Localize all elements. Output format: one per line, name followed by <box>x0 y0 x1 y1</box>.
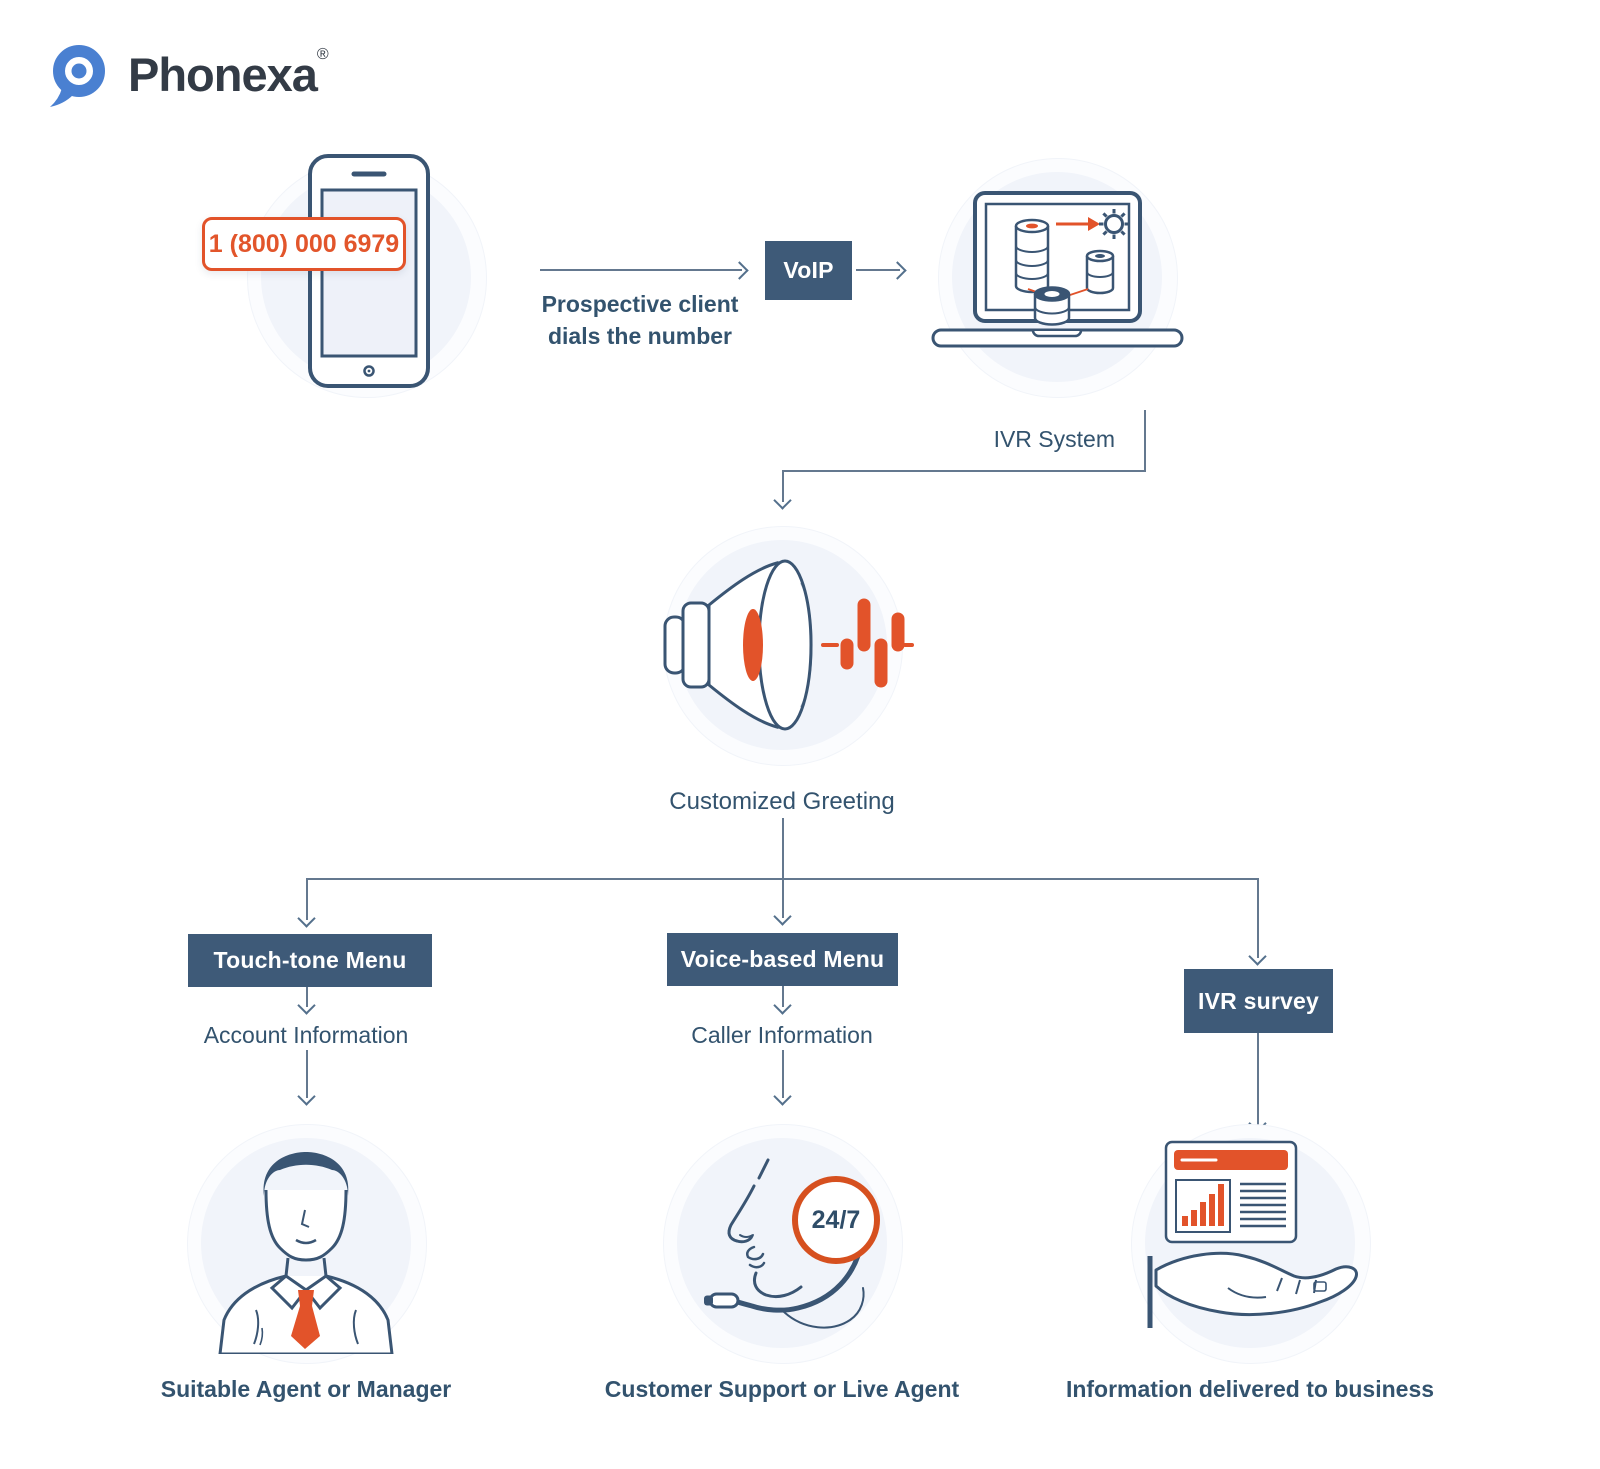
arrow-survey-to-report <box>1257 1033 1259 1125</box>
smartphone-icon <box>306 152 432 390</box>
arrowhead-voip-to-laptop <box>888 261 906 279</box>
arrowhead-branch-middle <box>773 907 791 925</box>
dial-step-label <box>490 288 790 352</box>
gear-icon <box>1099 209 1129 239</box>
caller-information-label: Caller Information <box>691 1022 873 1048</box>
dial-step-label-line2: dials the number <box>547 323 733 349</box>
ivr-survey-box: IVR survey <box>1184 969 1333 1033</box>
arrow-phone-to-voip <box>540 269 742 271</box>
registered-mark: ® <box>316 46 329 63</box>
touch-tone-menu-box: Touch-tone Menu <box>188 934 432 987</box>
arrowhead-phone-to-voip <box>730 261 748 279</box>
text-lines <box>1240 1184 1286 1226</box>
brand-logo <box>46 40 329 112</box>
arrowhead-touchtone-to-info <box>297 996 315 1014</box>
arrowhead-branch-left <box>297 909 315 927</box>
brand-name: Phonexa <box>128 48 317 101</box>
laptop-database-icon <box>930 190 1185 365</box>
dial-step-label-line1: Prospective client <box>541 291 739 317</box>
caption-information-delivered: Information delivered to business <box>1065 1376 1435 1402</box>
speaker-sound-icon <box>655 553 915 737</box>
account-information-label: Account Information <box>203 1022 409 1048</box>
arrowhead-branch-right <box>1248 947 1266 965</box>
ivr-system-label: IVR System <box>993 426 1115 452</box>
arrowhead-voicemenu-to-info <box>773 996 791 1014</box>
branch-stem <box>782 818 784 879</box>
waveform-icon <box>823 605 912 681</box>
arrowhead-to-greeting <box>773 491 791 509</box>
voice-based-menu-box: Voice-based Menu <box>667 933 898 986</box>
phonexa-pin-icon <box>46 40 112 112</box>
arrowhead-info-to-support <box>773 1087 791 1105</box>
report-card-icon <box>1166 1142 1296 1242</box>
brand-wordmark <box>128 40 329 110</box>
speaker-icon <box>665 561 812 729</box>
caption-suitable-agent: Suitable Agent or Manager <box>160 1376 452 1402</box>
database-icon <box>1016 220 1048 292</box>
24-7-badge: 24/7 <box>792 1176 880 1264</box>
database-icon <box>1087 251 1113 293</box>
connector-laptop-horizontal <box>783 470 1146 472</box>
database-icon <box>1035 288 1069 325</box>
open-hand-icon <box>1150 1253 1356 1328</box>
agent-person-icon <box>196 1142 416 1354</box>
caption-customer-support: Customer Support or Live Agent <box>604 1376 960 1402</box>
voip-box: VoIP <box>765 241 852 300</box>
report-in-hand-icon <box>1132 1138 1368 1356</box>
arrowhead-info-to-agent <box>297 1087 315 1105</box>
greeting-caption: Customized Greeting <box>669 788 895 815</box>
connector-laptop-down <box>1144 410 1146 472</box>
phone-number-badge: 1 (800) 000 6979 <box>202 217 406 271</box>
